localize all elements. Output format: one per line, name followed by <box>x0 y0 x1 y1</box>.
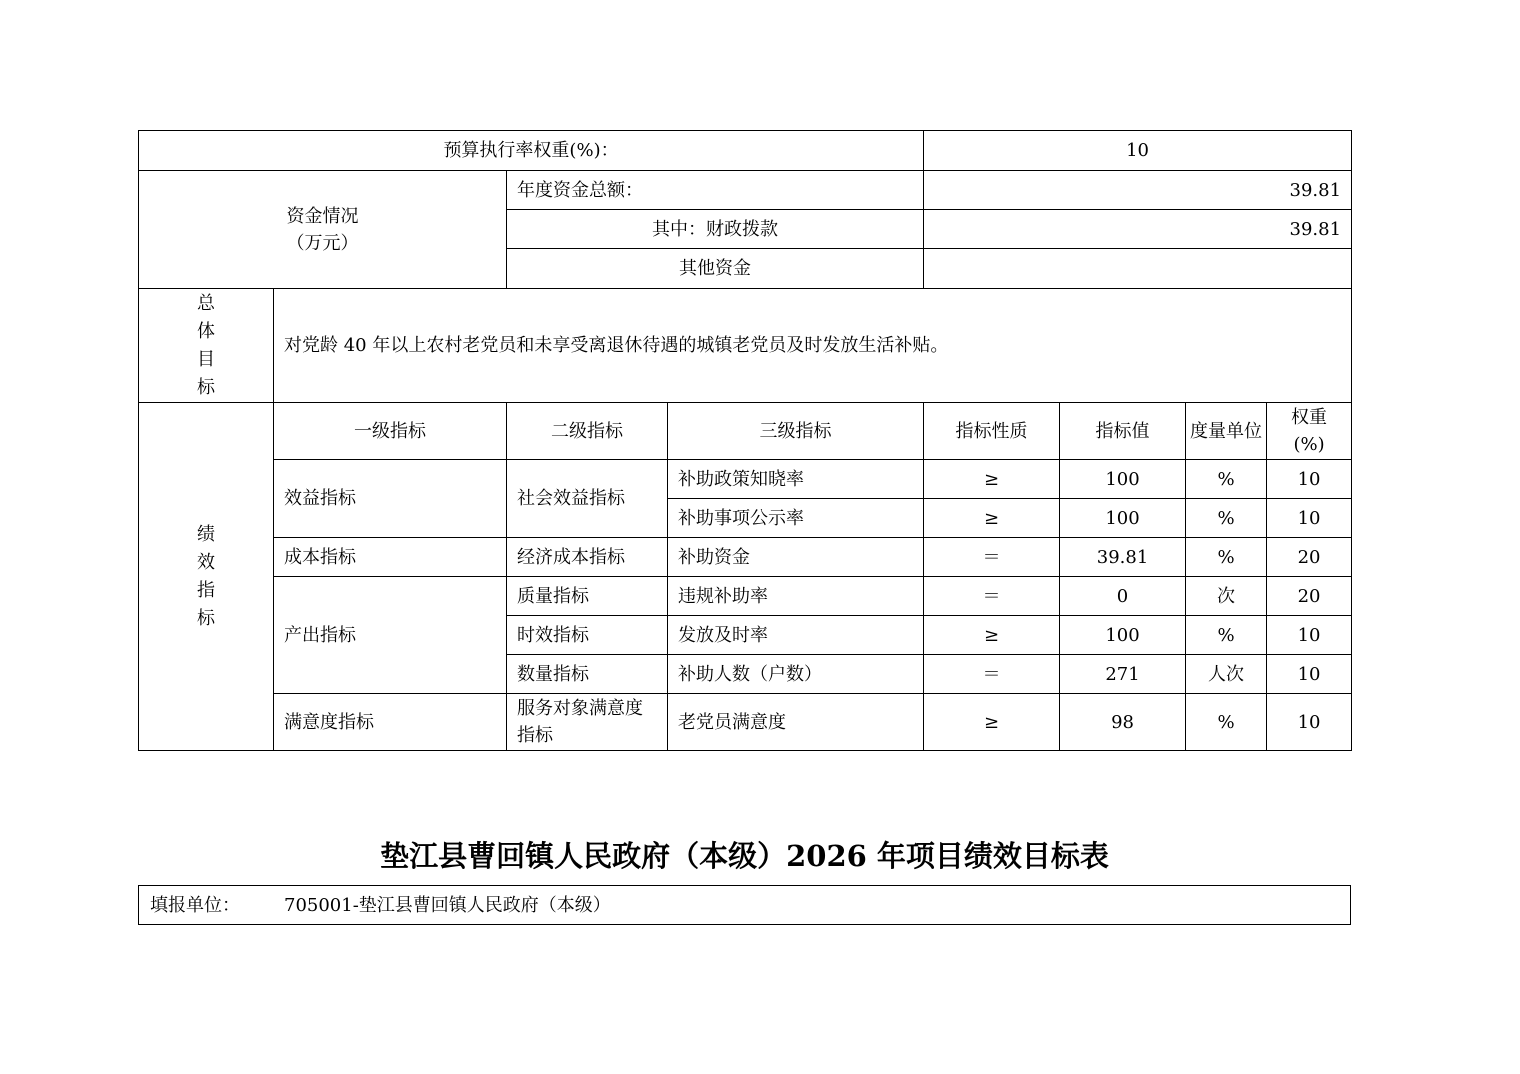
performance-label-char: 效 <box>197 551 215 573</box>
value-cell: 100 <box>1060 460 1186 499</box>
level2-social: 社会效益指标 <box>507 460 668 538</box>
table-row <box>139 577 1352 616</box>
level2-quantity: 数量指标 <box>507 655 668 694</box>
group-output: 产出指标 <box>274 577 507 694</box>
overall-goal-char: 标 <box>197 376 215 398</box>
header-level2: 二级指标 <box>507 403 668 460</box>
filing-unit-label: 填报单位： <box>150 894 240 916</box>
performance-label-char: 绩 <box>197 523 215 545</box>
overall-goal-label <box>139 289 274 403</box>
annual-funds-label: 年度资金总额： <box>507 171 924 210</box>
level2-timeliness: 时效指标 <box>507 616 668 655</box>
header-level1: 一级指标 <box>274 403 507 460</box>
header-weight-line1: 权重 <box>1291 407 1328 428</box>
header-nature: 指标性质 <box>924 403 1060 460</box>
table-row <box>139 460 1352 499</box>
level2-economic: 经济成本指标 <box>507 538 668 577</box>
budget-weight-label: 预算执行率权重(%)： <box>139 131 924 171</box>
table-row <box>139 538 1352 577</box>
level3-cell: 补助事项公示率 <box>668 499 924 538</box>
overall-goal-char: 总 <box>197 292 215 314</box>
nature-cell: ≥ <box>924 616 1060 655</box>
value-cell: 100 <box>1060 499 1186 538</box>
funds-label-line1: 资金情况 <box>286 205 359 227</box>
value-cell: 39.81 <box>1060 538 1186 577</box>
unit-cell: 次 <box>1186 577 1267 616</box>
annual-funds-value: 39.81 <box>924 171 1352 210</box>
overall-goal-text: 对党龄 40 年以上农村老党员和未享受离退休待遇的城镇老党员及时发放生活补贴。 <box>274 289 1352 403</box>
level2-service-line2: 指标 <box>517 725 553 746</box>
page-title: 垫江县曹回镇人民政府（本级）2026 年项目绩效目标表 <box>380 839 1109 873</box>
nature-cell: ＝ <box>924 577 1060 616</box>
value-cell: 271 <box>1060 655 1186 694</box>
level3-cell: 补助政策知晓率 <box>668 460 924 499</box>
group-cost: 成本指标 <box>274 538 507 577</box>
level2-quality: 质量指标 <box>507 577 668 616</box>
level3-cell: 违规补助率 <box>668 577 924 616</box>
other-funds-label: 其他资金 <box>507 249 924 289</box>
header-level3: 三级指标 <box>668 403 924 460</box>
unit-cell: 人次 <box>1186 655 1267 694</box>
performance-target-table <box>138 130 1352 751</box>
filing-unit-value: 705001-垫江县曹回镇人民政府（本级） <box>284 894 611 916</box>
weight-cell: 20 <box>1267 577 1352 616</box>
header-value: 指标值 <box>1060 403 1186 460</box>
level3-cell: 补助资金 <box>668 538 924 577</box>
level2-service-satisfaction <box>507 694 668 751</box>
level3-cell: 发放及时率 <box>668 616 924 655</box>
unit-cell: % <box>1186 694 1267 751</box>
level3-cell: 补助人数（户数） <box>668 655 924 694</box>
performance-label-char: 指 <box>197 579 215 601</box>
nature-cell: ≥ <box>924 460 1060 499</box>
group-satisfaction: 满意度指标 <box>274 694 507 751</box>
weight-cell: 20 <box>1267 538 1352 577</box>
overall-goal-char: 目 <box>197 348 215 370</box>
header-weight <box>1267 403 1352 460</box>
unit-cell: % <box>1186 499 1267 538</box>
group-benefit: 效益指标 <box>274 460 507 538</box>
weight-cell: 10 <box>1267 499 1352 538</box>
filing-unit-row <box>139 886 1351 925</box>
header-weight-line2: (%) <box>1293 434 1325 455</box>
performance-indicator-label <box>139 403 274 751</box>
nature-cell: ≥ <box>924 499 1060 538</box>
nature-cell: ＝ <box>924 538 1060 577</box>
value-cell: 0 <box>1060 577 1186 616</box>
performance-label-char: 标 <box>197 607 215 629</box>
weight-cell: 10 <box>1267 655 1352 694</box>
fiscal-funds-label: 其中：财政拨款 <box>507 210 924 249</box>
nature-cell: ＝ <box>924 655 1060 694</box>
value-cell: 100 <box>1060 616 1186 655</box>
other-funds-value <box>924 249 1352 289</box>
filing-unit-table <box>138 885 1351 925</box>
level2-service-line1: 服务对象满意度 <box>517 698 643 719</box>
level3-cell: 老党员满意度 <box>668 694 924 751</box>
weight-cell: 10 <box>1267 616 1352 655</box>
unit-cell: % <box>1186 460 1267 499</box>
value-cell: 98 <box>1060 694 1186 751</box>
overall-goal-char: 体 <box>197 320 215 342</box>
funds-label <box>139 171 507 289</box>
weight-cell: 10 <box>1267 694 1352 751</box>
funds-label-line2: （万元） <box>286 232 359 254</box>
table-row <box>139 694 1352 751</box>
header-unit: 度量单位 <box>1186 403 1267 460</box>
fiscal-funds-value: 39.81 <box>924 210 1352 249</box>
budget-weight-value: 10 <box>924 131 1352 171</box>
weight-cell: 10 <box>1267 460 1352 499</box>
unit-cell: % <box>1186 616 1267 655</box>
nature-cell: ≥ <box>924 694 1060 751</box>
unit-cell: % <box>1186 538 1267 577</box>
